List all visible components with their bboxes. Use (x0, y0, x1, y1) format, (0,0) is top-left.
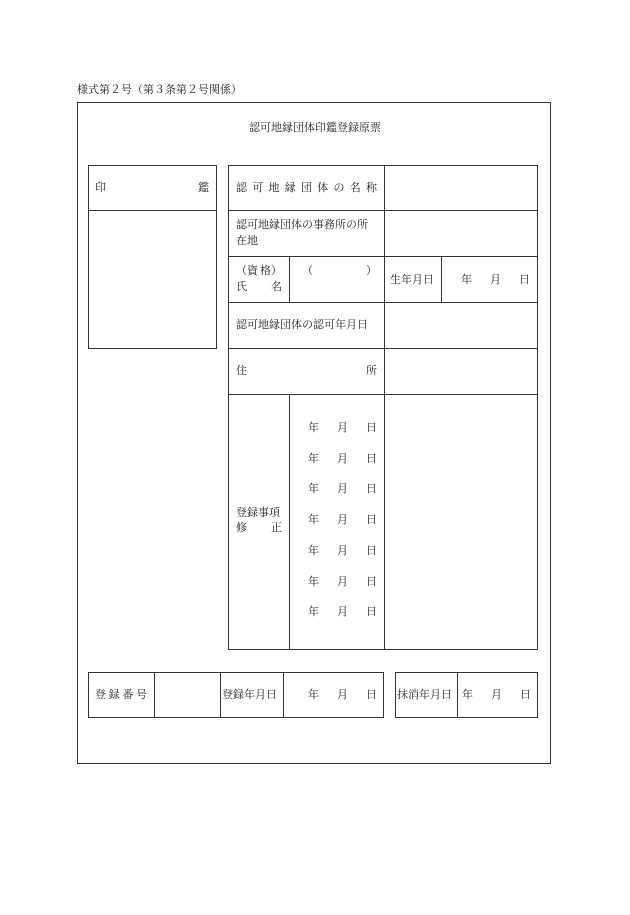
amendment-date-row (289, 482, 377, 496)
info-row-divider (228, 348, 538, 349)
amendment-date-row (289, 452, 377, 466)
cancellation-date-value: 年 月 日 (462, 688, 531, 701)
date-unit-day: 日 (366, 605, 377, 619)
address-label-right: 所 (366, 364, 377, 377)
date-unit-year: 年 (308, 513, 319, 527)
amendment-date-row (289, 421, 377, 435)
date-unit-day: 日 (366, 421, 377, 434)
birthdate-value: 年 月 日 (461, 273, 530, 286)
form-reference: 様式第２号（第３条第２号関係） (77, 83, 242, 96)
office-address-label-line1: 認可地縁団体の事務所の所 (236, 218, 368, 231)
date-unit-year: 年 (308, 451, 319, 465)
cancellation-date-label: 抹消年月日 (397, 688, 452, 701)
date-unit-year: 年 (308, 421, 319, 434)
date-unit-day: 日 (366, 543, 377, 557)
date-unit-year: 年 (308, 605, 319, 619)
office-address-label-line2: 在地 (236, 234, 258, 247)
amendment-date-row (289, 575, 377, 589)
info-row-divider (228, 210, 538, 211)
info-row-divider (228, 394, 538, 395)
form-title: 認可地縁団体印鑑登録原票 (249, 121, 381, 134)
date-unit-month: 月 (337, 605, 348, 619)
info-table (228, 165, 538, 650)
birthdate-label: 生年月日 (390, 273, 434, 286)
date-unit-month: 月 (337, 421, 348, 434)
info-row-divider (228, 302, 538, 303)
registration-date-value: 年 月 日 (308, 688, 377, 701)
date-unit-day: 日 (366, 574, 377, 588)
group-name-label: 認 可 地 縁 団 体 の 名 称 (236, 181, 377, 194)
qualification-paren-open: （ (302, 264, 313, 277)
seal-divider (88, 210, 217, 211)
date-unit-year: 年 (308, 543, 319, 557)
date-unit-month: 月 (337, 482, 348, 496)
date-unit-year: 年 (308, 574, 319, 588)
reg-col-divider (154, 672, 155, 718)
date-unit-month: 月 (337, 543, 348, 557)
amendment-label-line1: 登録事項 (236, 506, 280, 519)
date-unit-day: 日 (366, 513, 377, 527)
approval-date-label: 認可地縁団体の認可年月日 (236, 318, 368, 331)
date-unit-day: 日 (366, 451, 377, 465)
reg-col-divider (220, 672, 221, 718)
seal-label-right: 鑑 (198, 181, 209, 194)
info-row-divider (228, 256, 538, 257)
date-unit-year: 年 (308, 482, 319, 496)
person-name-label: 氏 名 (236, 280, 282, 293)
amendment-label-line2: 修 正 (236, 521, 282, 534)
info-col-divider (384, 165, 385, 650)
date-unit-month: 月 (337, 574, 348, 588)
amendment-date-row (289, 605, 377, 619)
qual-col-divider (289, 256, 290, 302)
registration-date-label: 登録年月日 (222, 688, 277, 701)
date-unit-month: 月 (337, 451, 348, 465)
registration-number-label: 登 録 番 号 (95, 688, 147, 701)
date-unit-day: 日 (366, 482, 377, 496)
amendment-date-row (289, 513, 377, 527)
qualification-paren-close: ） (366, 264, 377, 277)
date-unit-month: 月 (337, 513, 348, 527)
seal-label-left: 印 (95, 181, 106, 194)
address-label-left: 住 (236, 364, 247, 377)
qualification-label: （資 格） (236, 264, 282, 277)
amendment-date-row (289, 544, 377, 558)
